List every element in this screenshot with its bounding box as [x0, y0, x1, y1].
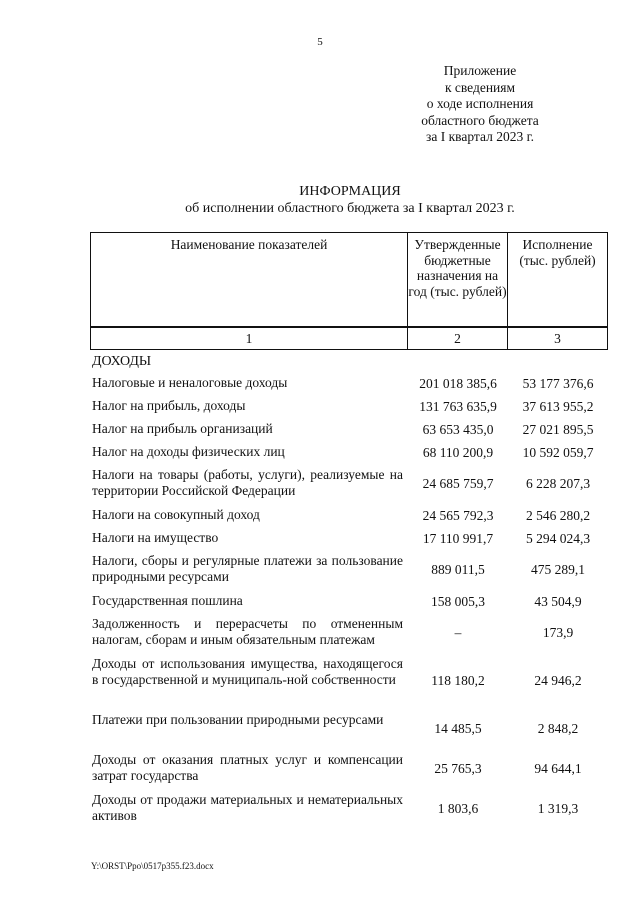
row-name: Налоговые и неналоговые доходы [92, 375, 288, 390]
row-name: Налог на доходы физических лиц [92, 444, 285, 459]
file-path-footer: Y:\ORST\Ppo\0517p355.f23.docx [91, 861, 214, 871]
row-approved: 68 110 200,9 [422, 444, 494, 460]
table-body [92, 372, 608, 829]
table-row [92, 653, 608, 709]
table-row [92, 789, 608, 829]
table-row [92, 613, 608, 653]
appendix-line: Приложение [443, 63, 517, 78]
row-approved: 24 565 792,3 [422, 507, 494, 523]
row-executed: 2 546 280,2 [525, 507, 591, 523]
header-row [91, 233, 607, 328]
appendix-line: за I квартал 2023 г. [426, 129, 534, 144]
row-name: Доходы от использования имущества, находящегося в государственной и муниципаль-ной собственности [92, 656, 403, 687]
row-name: Задолженность и перерасчеты по отмененным налогам, сборам и иным обязательным платежам [92, 616, 403, 647]
row-name: Налоги, сборы и регулярные платежи за пользование природными ресурсами [92, 553, 403, 584]
row-name: Государственная пошлина [92, 593, 243, 608]
row-approved: 158 005,3 [431, 593, 485, 609]
header-approved: Утвержденные бюджетные назначения на год (тыс. рублей) [407, 233, 507, 326]
column-number: 2 [407, 328, 507, 349]
table-row [92, 395, 608, 418]
table-row [92, 749, 608, 789]
row-executed: 6 228 207,3 [525, 476, 591, 491]
row-name: Доходы от оказания платных услуг и компенсации затрат государства [92, 752, 403, 783]
table-row [92, 372, 608, 395]
row-executed: 24 946,2 [534, 673, 582, 688]
row-approved: 118 180,2 [431, 673, 485, 688]
section-label: ДОХОДЫ [92, 354, 152, 369]
row-approved: 1 803,6 [437, 801, 479, 816]
table-row [92, 590, 608, 613]
row-approved: 14 485,5 [434, 721, 482, 736]
row-name: Налоги на имущество [92, 530, 219, 545]
row-name: Доходы от продажи материальных и нематериальных активов [92, 792, 403, 823]
appendix-line: о ходе исполнения [426, 96, 534, 111]
row-executed: 5 294 024,3 [525, 530, 591, 546]
table-row [92, 550, 608, 590]
row-approved: 24 685 759,7 [422, 476, 494, 491]
row-name: Налог на прибыль организаций [92, 421, 273, 436]
row-name: Налоги на товары (работы, услуги), реализуемые на территории Российской Федерации [92, 467, 403, 498]
row-executed: 10 592 059,7 [522, 444, 594, 460]
header-indicator-name: Наименование показателей [170, 237, 328, 252]
row-executed: 53 177 376,6 [522, 375, 594, 391]
row-approved: – [454, 625, 462, 640]
table-row [92, 441, 608, 464]
row-approved: 201 018 385,6 [419, 375, 497, 391]
row-name: Налоги на совокупный доход [92, 507, 260, 522]
column-number: 3 [507, 328, 607, 349]
row-executed: 43 504,9 [534, 593, 582, 609]
table-row [92, 504, 608, 527]
row-name: Налог на прибыль, доходы [92, 398, 246, 413]
row-executed: 37 613 955,2 [522, 398, 594, 414]
appendix-line: областного бюджета [421, 112, 539, 128]
appendix-note [380, 63, 580, 146]
table-row [92, 464, 608, 504]
page-number: 5 [317, 36, 323, 48]
row-approved: 889 011,5 [431, 562, 485, 577]
table-row [92, 709, 608, 749]
document-title: ИНФОРМАЦИЯ [299, 184, 401, 199]
row-executed: 2 848,2 [537, 721, 579, 736]
row-approved: 25 765,3 [434, 761, 482, 776]
table-row [92, 418, 608, 441]
row-executed: 1 319,3 [537, 801, 579, 816]
column-number-row [91, 328, 607, 349]
row-approved: 131 763 635,9 [419, 398, 497, 414]
column-number: 1 [245, 331, 253, 346]
appendix-line: к сведениям [444, 79, 516, 95]
document-subtitle: об исполнении областного бюджета за I квартал 2023 г. [185, 201, 515, 216]
header-executed: Исполнение (тыс. рублей) [507, 233, 607, 326]
table-row [92, 527, 608, 550]
row-approved: 63 653 435,0 [422, 421, 494, 437]
row-name: Платежи при пользовании природными ресурсами [92, 712, 384, 727]
row-executed: 27 021 895,5 [522, 421, 594, 437]
row-approved: 17 110 991,7 [422, 530, 494, 546]
row-executed: 94 644,1 [534, 761, 582, 776]
table-header [90, 232, 608, 350]
row-executed: 475 289,1 [531, 562, 585, 577]
row-executed: 173,9 [542, 625, 574, 640]
